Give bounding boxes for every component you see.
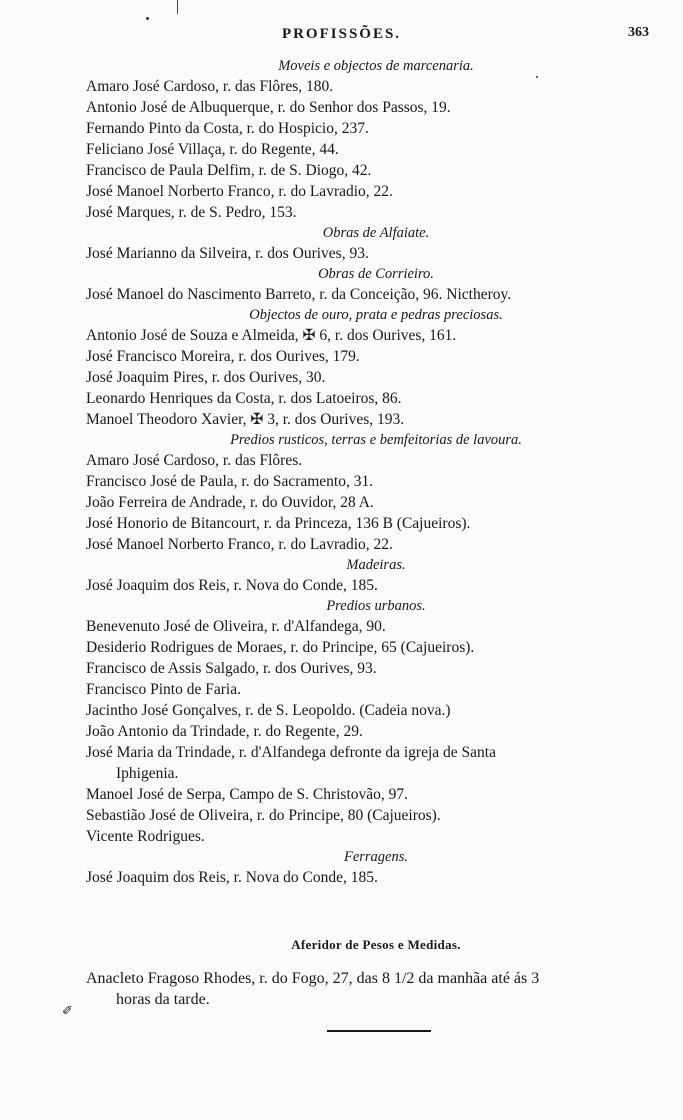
footer-section: [86, 934, 666, 1010]
directory-entry: Jacintho José Gonçalves, r. de S. Leopoldo. (Cadeia nova.): [86, 702, 451, 719]
directory-entry: Fernando Pinto da Costa, r. do Hospicio, 237.: [86, 120, 369, 137]
section-heading: Predios urbanos.: [326, 598, 426, 614]
directory-entry: José Marques, r. de S. Pedro, 153.: [86, 204, 297, 221]
directory-entry-continuation: Iphigenia.: [116, 765, 179, 782]
directory-entry: Antonio José de Souza e Almeida, ✠ 6, r. dos Ourives, 161.: [86, 327, 457, 344]
directory-entry: José Manoel Norberto Franco, r. do Lavradio, 22.: [86, 536, 393, 553]
page-number: 363: [628, 25, 649, 40]
directory-entry: Sebastião José de Oliveira, r. do Principe, 80 (Cajueiros).: [86, 807, 441, 824]
section-heading: Madeiras.: [346, 557, 406, 573]
directory-entry: Vicente Rodrigues.: [86, 828, 205, 845]
directory-entry: José Manoel do Nascimento Barreto, r. da Conceição, 96. Nictheroy.: [86, 286, 512, 303]
section-heading: Objectos de ouro, prata e pedras preciosas.: [249, 307, 503, 323]
directory-entry: José Joaquim dos Reis, r. Nova do Conde, 185.: [86, 577, 378, 594]
directory-entry: Amaro José Cardoso, r. das Flôres, 180.: [86, 78, 334, 95]
directory-entry: José Francisco Moreira, r. dos Ourives, 179.: [86, 348, 360, 365]
directory-listing: [86, 56, 666, 888]
section-heading: Moveis e objectos de marcenaria.: [278, 58, 474, 74]
directory-entry: José Manoel Norberto Franco, r. do Lavradio, 22.: [86, 183, 393, 200]
directory-entry: José Joaquim Pires, r. dos Ourives, 30.: [86, 369, 326, 386]
directory-entry-continuation: horas da tarde.: [116, 991, 210, 1008]
directory-entry: Francisco José de Paula, r. do Sacramento, 31.: [86, 473, 374, 490]
running-head: [0, 26, 683, 48]
section-heading: Obras de Corrieiro.: [318, 266, 434, 282]
handwritten-mark-icon: ✐: [62, 1003, 73, 1018]
directory-entry: José Maria da Trindade, r. d'Alfandega defronte da igreja de Santa: [86, 744, 496, 761]
directory-entry: José Honorio de Bitancourt, r. da Princeza, 136 B (Cajueiros).: [86, 515, 471, 532]
directory-entry: João Antonio da Trindade, r. do Regente, 29.: [86, 723, 363, 740]
directory-entry: José Marianno da Silveira, r. dos Ourives, 93.: [86, 245, 369, 262]
directory-entry: Desiderio Rodrigues de Moraes, r. do Principe, 65 (Cajueiros).: [86, 639, 475, 656]
closing-rule: [327, 1030, 431, 1032]
directory-entry: Leonardo Henriques da Costa, r. dos Latoeiros, 86.: [86, 390, 402, 407]
directory-entry: Amaro José Cardoso, r. das Flôres.: [86, 452, 303, 469]
directory-entry: Benevenuto José de Oliveira, r. d'Alfandega, 90.: [86, 618, 386, 635]
ink-speck: [146, 17, 149, 20]
section-heading: Ferragens.: [343, 849, 409, 865]
margin-mark: [177, 0, 178, 14]
directory-entry: Manoel Theodoro Xavier, ✠ 3, r. dos Ourives, 193.: [86, 411, 405, 428]
directory-entry: João Ferreira de Andrade, r. do Ouvidor, 28 A.: [86, 494, 374, 511]
section-heading: Predios rusticos, terras e bemfeitorias de lavoura.: [230, 432, 522, 448]
page-header-title: PROFISSÕES.: [281, 26, 402, 42]
directory-entry: Francisco de Assis Salgado, r. dos Ourives, 93.: [86, 660, 377, 677]
directory-entry: Feliciano José Villaça, r. do Regente, 44.: [86, 141, 339, 158]
directory-entry: Francisco Pinto de Faria.: [86, 681, 241, 698]
section-heading: Aferidor de Pesos e Medidas.: [291, 937, 461, 952]
directory-entry: Antonio José de Albuquerque, r. do Senhor dos Passos, 19.: [86, 99, 451, 116]
directory-entry: Anacleto Fragoso Rhodes, r. do Fogo, 27, das 8 1/2 da manhãa até ás 3: [86, 970, 540, 987]
directory-entry: José Joaquim dos Reis, r. Nova do Conde, 185.: [86, 869, 378, 886]
directory-entry: Francisco de Paula Delfim, r. de S. Diogo, 42.: [86, 162, 372, 179]
directory-entry: Manoel José de Serpa, Campo de S. Christovão, 97.: [86, 786, 409, 803]
section-heading: Obras de Alfaiate.: [322, 225, 430, 241]
